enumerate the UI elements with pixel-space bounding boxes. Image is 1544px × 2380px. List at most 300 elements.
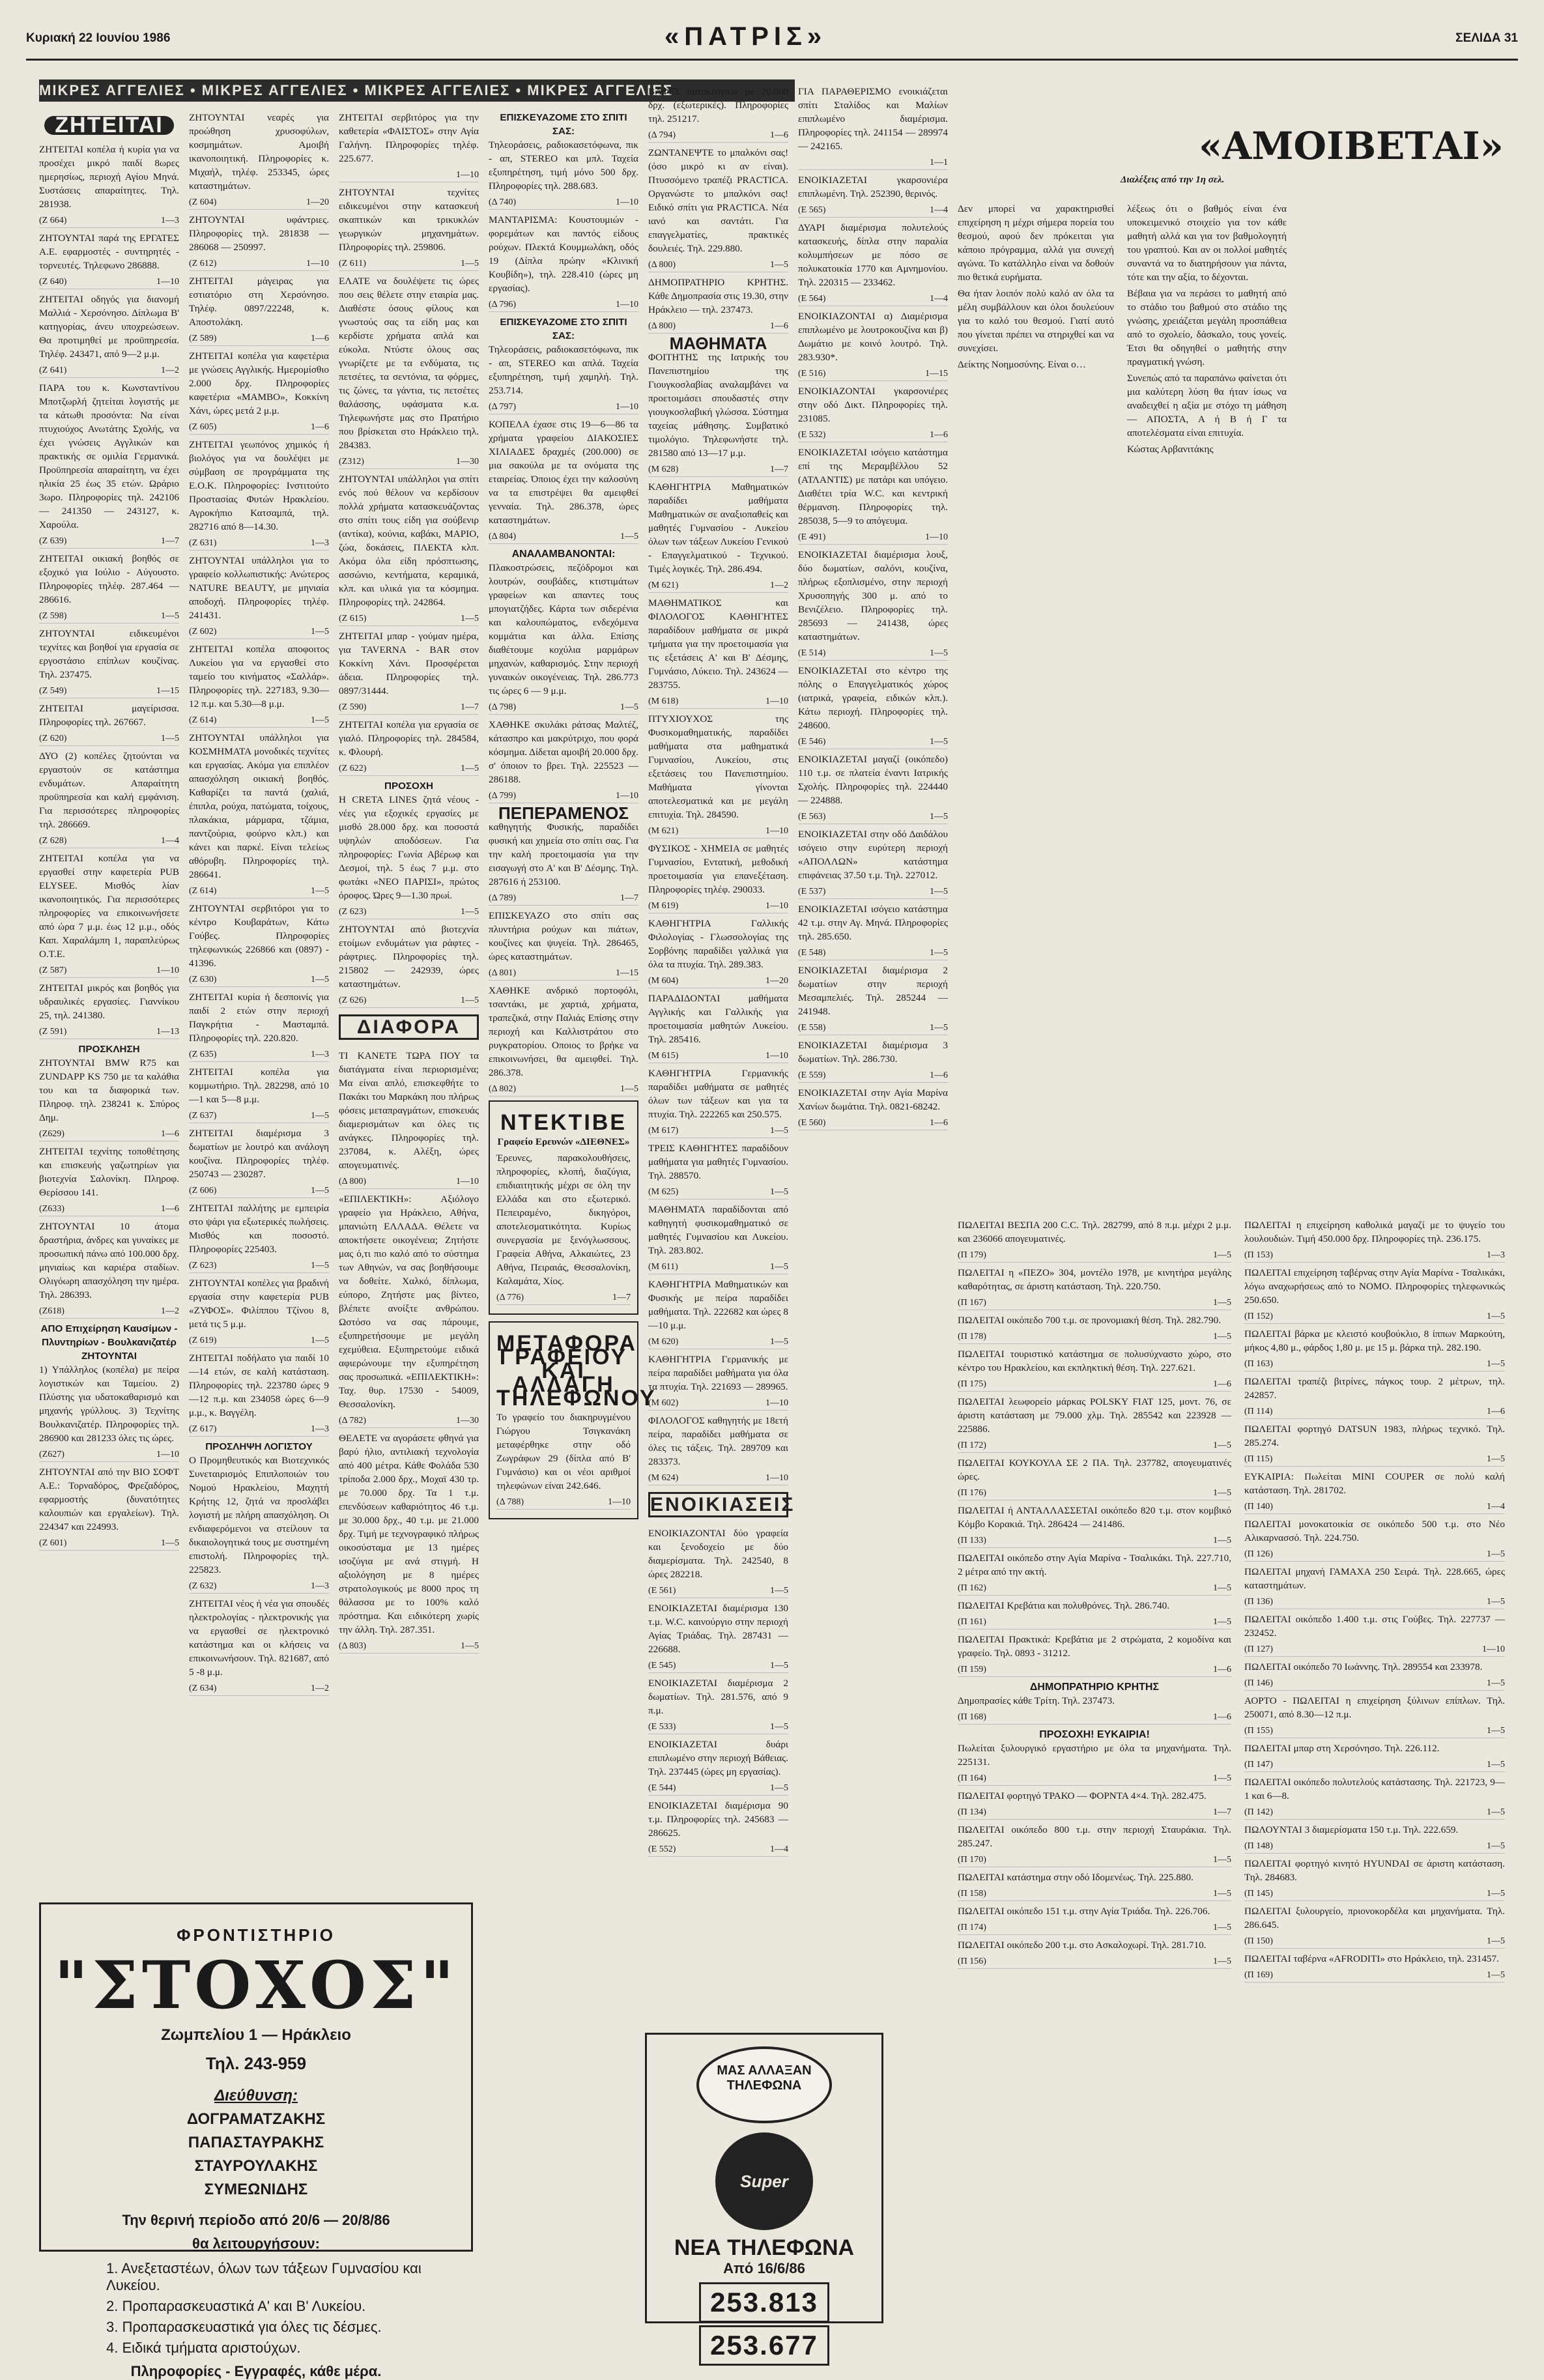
ad-text: «ΕΠΙΛΕΚΤΙΚΗ»: Αξιόλογο γραφείο για Ηράκλειο, Αθήνα, μπανιώτη ΕΛΛΑΔΑ. Θέλετε να αποκτήσετε οικογένεια; Ζητήστε μας ό,τι πιο καλό από το σύστημα των Αθηνών, να σας βοηθήσουμε να δοθείτε. Χαλκό, δίπλωμα, εύπορο, Ζητήστε μας βίντεο, βλέπετε ανοίξτε ανθρώπου. Ωστόσο να σας πάρουμε, εξυπηρετήσουμε με μεγάλη εχεμύθεια. Εξυπηρετούμε ειδικά αφιερώνουμε την εξυπηρέτηση σας προσωπικά. «ΕΠΙΛΕΚΤΙΚΗ»: Ταχ. θυρ. 17530 - 54009, Θεσσαλονίκη.: [339, 1194, 479, 1410]
ad-days: 1—6: [161, 1204, 179, 1214]
classified-ad: [648, 1353, 788, 1411]
ad-code: (Π 152): [1244, 1312, 1273, 1321]
ad-subheading: ΜΑΘΗΜΑΤΑ: [669, 334, 767, 353]
ad-days: 1—5: [1213, 1889, 1231, 1899]
ad-days: 1—6: [1213, 1712, 1231, 1722]
ad-code-line: [189, 625, 329, 639]
ad-days: 1—5: [930, 737, 948, 747]
ad-code: (Ζ 590): [339, 702, 367, 712]
ad-days: 1—5: [311, 1186, 329, 1196]
ad-text: Ο Προμηθευτικός και Βιοτεχνικός Συνεταιρισμός Επιπλοποιών του Νομού Ηρακλείου, Μαχητή Κρήτης 12, ζητά να προσλάβει λογιστή με πλήρη απασχόληση. Οι ενδιαφερόμενοι να στείλουν τα δικαιολογητικά τους με συστημένη επιστολή. Πληροφορίες τηλ. 225823.: [189, 1455, 329, 1575]
ad-code: (Π 178): [958, 1332, 986, 1341]
ad-days: 1—5: [620, 532, 638, 541]
ad-days: 1—2: [161, 366, 179, 375]
ad-code-line: [648, 463, 788, 477]
classified-ad: [648, 1601, 788, 1673]
ad-days: 1—2: [311, 1684, 329, 1693]
ad-code-line: [648, 1396, 788, 1411]
classified-ad: [958, 1680, 1231, 1725]
classified-ad: [1127, 287, 1287, 369]
director-name: ΣΥΜΕΩΝΙΔΗΣ: [204, 2181, 308, 2198]
ad-days: 1—4: [770, 1844, 788, 1854]
ad-days: 1—5: [1487, 1678, 1505, 1688]
super-bazaar-logo: Super: [715, 2132, 813, 2230]
ad-code-line: [339, 455, 479, 469]
ad-code-line: [958, 1581, 1231, 1596]
ad-days: 1—4: [1487, 1502, 1505, 1512]
ad-code-line: [648, 1659, 788, 1673]
ad-code-line: [1244, 1839, 1505, 1854]
ad-code-line: [189, 536, 329, 551]
ad-code: (Μ 625): [648, 1187, 679, 1197]
ad-days: 1—15: [616, 968, 638, 978]
ad-code: (Ζ 614): [189, 715, 217, 725]
ad-code: (Ε 546): [798, 737, 826, 747]
ad-code: (Π 133): [958, 1536, 986, 1545]
classified-ad: [189, 438, 329, 551]
ad-text: ΖΗΤΕΙΤΑΙ παλλήτης με εμπειρία στο ψάρι για εξωτερικές πωλήσεις. Μισθός και ποσοστό. Πληροφορίες 225403.: [189, 1203, 329, 1255]
ad-days: 1—30: [456, 1416, 479, 1426]
ad-code: (Ζ 626): [339, 996, 367, 1005]
ad-text: ΕΝΟΙΚΙΑΖΕΤΑΙ ισόγειο κατάστημα 42 τ.μ. στην Αγ. Μηνά. Πληροφορίες τηλ. 285.650.: [798, 904, 948, 942]
ad-text: ΖΗΤΕΙΤΑΙ οικιακή βοηθός σε εξοχικό για Ιούλιο - Αύγουστο. Πληροφορίες τηλέφ. 287.464 — 286616.: [39, 553, 179, 605]
ad-days: 1—5: [1213, 1923, 1231, 1932]
ad-code-line: [39, 1202, 179, 1216]
ad-text: ΠΩΛΕΙΤΑΙ οικόπεδο 700 τ.μ. σε προνομιακή θέση. Τηλ. 282.790.: [958, 1315, 1221, 1326]
ad-text: ΖΗΤΕΙΤΑΙ τεχνίτης τοποθέτησης και επισκευής γαζωτηρίων για βιοτεχνία Σαλονίκη. Πληροφ. Θερίσσου 141.: [39, 1146, 179, 1198]
ad-text: Τηλεοράσεις, ραδιοκασετόφωνα, πικ - απ, STEREO και απλά. Ταχεία εξυπηρέτηση, τιμή χαμηλή. Τηλ. 253.714.: [489, 344, 638, 396]
ad-code-line: [39, 1536, 179, 1551]
ad-text: ΦΥΣΙΚΟΣ - ΧΗΜΕΙΑ σε μαθητές Γυμνασίου, Εντατική, μεθοδική προετοιμασία για επανεξέταση. Πληροφορίες τηλέφ. 290033.: [648, 843, 788, 895]
ad-code-line: [958, 1805, 1231, 1820]
classified-ad: [39, 1042, 179, 1141]
ad-code: (Μ 618): [648, 696, 679, 706]
ad-code: (Ζ 632): [189, 1581, 217, 1591]
ad-days: 1—7: [161, 536, 179, 546]
ad-code: (Ζ 619): [189, 1336, 217, 1345]
ad-days: 1—5: [770, 1187, 788, 1197]
header-page-number: ΣΕΛΙΔΑ 31: [1455, 31, 1518, 45]
ad-text: ΕΛΑΤΕ να δουλέψετε τις ώρες που σεις θέλετε στην εταιρία μας. Διαθέστε όσους φίλους και γνωστούς σας τα είδη μας και κερδίστε χρήματα απλά και εύκολα. Ντύστε όλους σας γνωρίζετε με τα ενδύματα, τις πετσέτες, τα σεντόνια, τα φόρμες, τις ζώνες, τα γάντια, τις πετσέτες θαλάσσης, υφάσματα κ.α. Τηλεφωνήστε μας στο Πρατήριο που βρίσκεται στο Ηράκλειο τηλ. 284383.: [339, 276, 479, 451]
ad-code-line: [648, 1842, 788, 1857]
ad-code-line: [39, 534, 179, 549]
ad-code: (Π 172): [958, 1441, 986, 1450]
ad-code: (Ζ 611): [339, 259, 366, 268]
ad-code-line: [958, 1887, 1231, 1901]
classified-ad: [489, 111, 638, 210]
classified-ad: [39, 381, 179, 549]
ad-text: ΠΩΛΕΙΤΑΙ επιχείρηση ταβέρνας στην Αγία Μαρίνα - Τσαλικάκι, λόγω αναχωρήσεως από το ΝΟΜΟ. Πληροφορίες τηλεφωνικώς 250.650.: [1244, 1267, 1505, 1306]
classified-ad: [798, 309, 948, 381]
ad-code: (Π 175): [958, 1379, 986, 1389]
ad-code-line: [189, 1682, 329, 1696]
ad-text: ΠΩΛΕΙΤΑΙ βάρκα με κλειστό κουβούκλιο, 8 ίππων Μαρκούτη, μήκος 4,80 μ., φάρδος 1,80 μ. με 15 μ. βάρκα τηλ. 282.190.: [1244, 1328, 1505, 1353]
ad-code: (Ζ 605): [189, 422, 217, 432]
ad-days: 1—5: [1487, 1359, 1505, 1369]
ad-code-line: [1244, 1310, 1505, 1324]
ad-text: ΖΗΤΕΙΤΑΙ κοπέλα για να εργασθεί στην καφετερία PUB ELYSEE. Μισθός λίαν ικανοποιητικός. Για περισσότερες πληροφορίες να επικοινωνήσετε από ώρα 7 μ.μ. έως 12 μ.μ., οδός Καπ. Χαραλάμπη 1, παραπλεύρως Ο.Τ.Ε.: [39, 853, 179, 960]
classified-ad: [648, 334, 788, 353]
ad-text: ΖΗΤΕΙΤΑΙ νέος ή νέα για σπουδές ηλεκτρολογίας - ηλεκτρονικής για να εργασθεί σε ηλεκτρονικό κατάστημα και οι κλήσεις να επικοινωνήσουν. Τηλ. 821687, από 5 -8 μ.μ.: [189, 1598, 329, 1678]
classified-ad: [1244, 1218, 1505, 1263]
ad-text: ΖΗΤΕΙΤΑΙ κοπέλα για κομμωτήριο. Τηλ. 282298, από 10—1 και 5—8 μ.μ.: [189, 1067, 329, 1105]
ad-days: 1—5: [930, 948, 948, 958]
ad-code: (Π 158): [958, 1889, 986, 1899]
ad-code-line: [798, 530, 948, 545]
classified-ad: [489, 1321, 657, 1519]
ad-days: 1—7: [770, 465, 788, 474]
ad-text: ΠΩΛΕΙΤΑΙ ταβέρνα «AFRODITI» στο Ηράκλειο, τηλ. 231457.: [1244, 1953, 1499, 1964]
ad-code: (Π 164): [958, 1773, 986, 1783]
ad-subheading: ΔΗΜΟΠΡΑΤΗΡΙΟ ΚΡΗΤΗΣ: [1029, 1682, 1160, 1693]
ad-code: (Ε 563): [798, 812, 826, 822]
classified-ad: [648, 712, 788, 839]
ad-code-line: [189, 1184, 329, 1198]
ad-code: (Δ 803): [339, 1641, 367, 1651]
ad-text: ΜΑΝΤΑΡΙΣΜΑ: Κουστουμιών - φορεμάτων και παντός είδους ρούχων. Πλεκτά Κουμμωλάκη, οδός 19 (Δίπλα πρώην «Κλινική Κουβίδη»), τηλ. 228.410 (ώρες μη εργασίας).: [489, 214, 638, 294]
classified-ad: [958, 1789, 1231, 1820]
ad-code: (Ζ627): [39, 1450, 64, 1459]
classified-ad: [1244, 1775, 1505, 1820]
classified-ad: [648, 1799, 788, 1857]
ad-days: 1—10: [616, 197, 638, 207]
ad-code: (Δ 776): [496, 1293, 524, 1302]
column-4: [489, 111, 657, 2020]
ad-code: (Ζ 612): [189, 259, 217, 268]
classified-ad: [189, 1201, 329, 1273]
ad-days: 1—6: [1487, 1407, 1505, 1416]
ad-code-line: [958, 1439, 1231, 1453]
classified-ad: [189, 642, 329, 728]
ad-text: ΤΙ ΚΑΝΕΤΕ ΤΩΡΑ ΠΟΥ τα διατάγματα είναι περιορισμένα; Μα είναι απλό, επισκεφθήτε το Πακάκι του Μαρκάκη που πλήρως φόσεις μεταπραγμάτων, επισκευάς διαμερισμάτων και όλες τις ανάγκες. Πληροφορίες τηλ. 237084, κ. Αλέξη, ώρες απογευματινές.: [339, 1050, 479, 1171]
classified-ad: [189, 111, 329, 210]
ad-text: Τηλεοράσεις, ραδιοκασετόφωνα, πικ - απ, STEREO και μπλ. Ταχεία εξυπηρέτηση, τιμή μόνο 500 δρχ. Πληροφορίες τηλ. 288.683.: [489, 139, 638, 192]
classified-ad: [798, 173, 948, 218]
ad-code-line: [189, 1422, 329, 1437]
ad-text: ΖΗΤΟΥΝΤΑΙ σερβιτόροι για το κέντρο Κουβαράτων, Κάτω Γούβες. Πληροφορίες τηλεφωνικώς 226866 και (0897) - 41396.: [189, 903, 329, 969]
classified-ad: [958, 1633, 1231, 1677]
classified-ad: [1127, 442, 1287, 456]
ad-code-line: [189, 1259, 329, 1273]
ad-code-line: [1244, 1357, 1505, 1371]
ad-days: 1—5: [161, 734, 179, 743]
ad-code-line: [648, 1185, 788, 1199]
ad-days: 1—5: [930, 648, 948, 658]
ad-text: ΠΩΛΕΙΤΑΙ μηχανή ΓΑΜΑΧΑ 250 Σειρά. Τηλ. 228.665, ώρες καταστημάτων.: [1244, 1566, 1505, 1591]
classified-ad: [189, 213, 329, 271]
ad-code-line: [189, 1579, 329, 1594]
amoibetai-headline: «ΑΜΟΙΒΕΤΑΙ»: [1199, 124, 1504, 168]
ad-code-line: [1244, 1724, 1505, 1738]
ad-code: (Ζ 635): [189, 1050, 217, 1059]
ad-code-line: [489, 700, 638, 715]
classified-ad: [958, 287, 1114, 355]
classified-ad: [39, 293, 179, 378]
ad-code: (Δ 801): [489, 968, 517, 978]
ad-code-line: [648, 579, 788, 593]
ad-text: ΠΩΛΕΙΤΑΙ οικόπεδο 800 τ.μ. στην περιοχή Σταυράκια. Τηλ. 285.247.: [958, 1824, 1231, 1849]
ad-code: (Ζ312): [339, 457, 364, 466]
classified-ad: [1244, 1266, 1505, 1324]
classified-ad: [958, 202, 1114, 284]
ad-code-line: [648, 899, 788, 913]
ad-text: ΖΗΤΕΙΤΑΙ κοπέλα αποφοιτος Λυκείου για να εργασθεί στο ταμείο του κινήματος «Σαλλάρ». Πληροφορίες τηλ. 227183, 9.30—12 π.μ. και 5.30—8 μ.μ.: [189, 644, 329, 710]
ad-days: 1—7: [612, 1293, 631, 1302]
ad-box-title: ΜΕΤΑΦΟΡΑ ΓΡΑΦΕΙΟΥ ΚΑΙ ΑΛΛΑΓΗ ΤΗΛΕΦΩΝΟΥ: [496, 1331, 657, 1411]
classified-ad: [798, 902, 948, 960]
classified-ad: [958, 1504, 1231, 1548]
ad-heading: ΕΠΙΣΚΕΥΑΖΟΜΕ ΣΤΟ ΣΠΙΤΙ ΣΑΣ:: [500, 317, 627, 341]
ad-code-line: [798, 292, 948, 306]
ad-code: (Ζ 614): [189, 886, 217, 896]
ad-subheading: ΠΡΟΣΟΧΗ! ΕΥΚΑΙΡΙΑ!: [1039, 1729, 1150, 1740]
ad-text: ΧΑΘΗΚΕ σκυλάκι ράτσας Μαλτέζ, κάτασπρο και μακρύτριχο, που φορά κόσμημα. Δίδεται αμοιβή 20.000 δρχ. σ' όποιον το βρει. Τηλ. 225523 — 286188.: [489, 719, 638, 785]
classified-ad: [189, 990, 329, 1062]
ad-code: (Π 159): [958, 1665, 986, 1674]
ad-code: (Δ 804): [489, 532, 517, 541]
ad-code-line: [1244, 1887, 1505, 1901]
frontisterio-name: "ΣΤΟΧΟΣ": [54, 1947, 458, 2024]
ad-code-line: [798, 156, 948, 170]
ad-code: (Ζ 589): [189, 334, 217, 343]
ad-code: (Π 179): [958, 1250, 986, 1260]
ad-days: 1—10: [765, 696, 788, 706]
ad-text: ΒΑΦΕΣ αυτοκινήτων με 20.000 δρχ. (εξωτερικές). Πληροφορίες τηλ. 251217.: [648, 86, 788, 124]
ad-code-line: [648, 1124, 788, 1138]
classified-ad: [798, 384, 948, 442]
ad-code-line: [958, 1248, 1231, 1263]
classified-ad: [489, 418, 638, 544]
ad-code-line: [1244, 1676, 1505, 1691]
classified-ad: [39, 1220, 179, 1319]
ad-code-line: [798, 885, 948, 899]
ad-code-line: [1244, 1934, 1505, 1949]
ad-code-line: [39, 609, 179, 624]
classified-ad: [648, 917, 788, 988]
ad-text: ΔΗΜΟΠΡΑΤΗΡΙΟ ΚΡΗΤΗΣ. Κάθε Δημοπρασία στις 19.30, στην Ηράκλειο — τηλ. 237473.: [648, 277, 788, 315]
ad-days: 1—7: [1213, 1807, 1231, 1817]
ad-code-line: [489, 298, 638, 312]
ad-days: 1—6: [930, 430, 948, 440]
classified-ad: [489, 803, 638, 906]
ad-code: (Π 127): [1244, 1644, 1273, 1654]
ad-code-line: [798, 735, 948, 749]
ad-code-line: [798, 1068, 948, 1083]
ad-code: (Π 162): [958, 1583, 986, 1593]
classified-ad: [1127, 202, 1287, 284]
ad-days: 1—5: [1213, 1488, 1231, 1498]
ad-code: (Π 170): [958, 1855, 986, 1865]
ad-text: ΖΗΤΟΥΝΤΑΙ κοπέλες για βραδινή εργασία στην καφετερία PUB «ΖΥΦΟΣ». Φιλίππου Τζίνου 8, μετά τις 5 μ.μ.: [189, 1278, 329, 1330]
ad-code: (Π 174): [958, 1923, 986, 1932]
ad-days: 1—7: [461, 702, 479, 712]
ad-text: ΖΗΤΟΥΝΤΑΙ υπάλληλοι για σπίτι ενός πού θέλουν να κερδίσουν πολλά χρήματα κατασκευάζοντας στο σπίτι τους είδη για σούβενιρ (αντίκα), κούνια, καβάκι, MAPIO, ζώα, δοκάσεις, ΠΛΕΚΤΑ κλπ. Ακόμα όλα είδη πρόσπτωσης, ασσώνιο, κεντήματα, κεραμικά, κλπ. και υλικά για τα κόσμημα. Πληροφορίες τηλ. 242864.: [339, 474, 479, 608]
classified-ad: [648, 1141, 788, 1199]
ad-days: 1—4: [161, 836, 179, 846]
ad-days: 1—5: [161, 611, 179, 621]
ad-code-line: [798, 367, 948, 381]
ad-code-line: [1244, 1595, 1505, 1609]
ad-text: ΠΩΛΕΙΤΑΙ ΒΕΣΠΑ 200 C.C. Τηλ. 282799, από 8 π.μ. μέχρι 2 μ.μ. και 236066 απογευματινές.: [958, 1220, 1231, 1244]
ad-text: Πλακοστρώσεις, πεζόδρομοι και λουτρών, σουβάδες, κτιστιμάτων γραφείων και απαντες τους μπογιατζήδες. Κάρτα των σιδερένια και καλουπώματος, ενδεχόμενα κομμάτια και άλλα. Επίσης διαθέτουμε κοχύλια μαρμάρων μηχανών, καθαρισμός. Στην περιοχή γυναικών οικογένειας. Τηλ. 286.773 τις ώρες 6 — 9 μ.μ.: [489, 562, 638, 696]
ad-code: (Ε 533): [648, 1722, 676, 1732]
classified-ad: [39, 552, 179, 624]
ad-code-line: [189, 257, 329, 271]
classified-ad: [958, 1313, 1231, 1344]
classified-ad: [39, 852, 179, 978]
ad-code: (Μ 617): [648, 1126, 679, 1136]
ad-text: ΘΕΛΕΤΕ να αγοράσετε φθηνά για βαρύ ήλιο, αντιλιακή τεχνολογία από 400 μέτρα. Κάθε Φολάδα 530 τρίποδα 2.000 δρχ., Μοχαϊ 430 τρ. με 70.000 δρχ. Τα 1 τ.μ. επενδύσεων καθαριότητος 46 τ.μ. με 30.000 δρχ., 40 τ.μ. με 21.000 δρχ. Τιμή με τεχνογραφικό πλήρως οικοσύσταμα με 13 ημέρες ισοζύγια με ανά στιγμή. Η αξιολόγηση με 8 ημέρες στρατολογικούς με 8000 προς τη θάλασσα με το 100% καλό πρόστημα. Και ειδικότερη χωρίς την άλλη. Τηλ. 287.351.: [339, 1433, 479, 1635]
ad-days: 1—10: [616, 791, 638, 801]
ad-days: 1—5: [1487, 1312, 1505, 1321]
bubble-text: ΜΑΣ ΑΛΛΑΞΑΝ ΤΗΛΕΦΩΝΑ: [717, 2063, 812, 2093]
ad-text: ΠΩΛΕΙΤΑΙ φορτηγό κινητό HYUNDAI σε άριστη κατάσταση. Τηλ. 284683.: [1244, 1858, 1505, 1883]
ad-code-line: [39, 684, 179, 698]
ad-text: ΖΗΤΟΥΝΤΑΙ από βιοτεχνία ετοίμων ενδυμάτων για ράφτες - ράφτριες. Πληροφορίες τηλ. 215802 — 242939, ώρες καταστημάτων.: [339, 924, 479, 990]
ad-code-line: [1244, 1248, 1505, 1263]
ad-days: 1—6: [1213, 1665, 1231, 1674]
ad-days: 1—5: [1487, 1807, 1505, 1817]
ad-code: (Ε 545): [648, 1661, 676, 1670]
ad-code-line: [798, 946, 948, 960]
ad-days: 1—10: [925, 532, 948, 542]
ad-code: (Ζ 634): [189, 1684, 217, 1693]
ad-code: (Δ 800): [648, 260, 676, 270]
ad-code-line: [339, 905, 479, 919]
ad-days: 1—10: [456, 170, 479, 180]
ad-text: ΜΑΘΗΜΑΤΙΚΟΣ και ΦΙΛΟΛΟΓΟΣ ΚΑΘΗΓΗΤΕΣ παραδίδουν μαθήματα σε μικρά τμήματα για την προετοιμασία για τις εξετάσεις Α' και Β' Δέσμης, Γυμνάσιο, Λύκειο. Τηλ. 243624 — 283755.: [648, 597, 788, 691]
ad-code: (Ζ 587): [39, 966, 67, 975]
ad-code: (Ε 514): [798, 648, 826, 658]
classified-ad: [958, 1728, 1231, 1786]
ad-days: 1—5: [1213, 1332, 1231, 1341]
ad-days: 1—5: [461, 996, 479, 1005]
ad-text: ΖΗΤΕΙΤΑΙ ποδήλατο για παιδί 10—14 ετών, σε καλή κατάσταση. Πληροφορίες τηλ. 223780 ώρες 9—12 π.μ. και 234058 ώρες 6—9 μ.μ., κ. Βαγγέλη.: [189, 1353, 329, 1418]
ad-code: (Ζ 615): [339, 614, 367, 624]
ad-code: (Π 169): [1244, 1970, 1273, 1980]
ad-days: 1—5: [1487, 1841, 1505, 1851]
ad-text: Έρευνες, παρακολουθήσεις, πληροφορίες, κλοπή, διαζύγια, επιδιαιτητικής μέχρι σε όλη την Ελλάδα και στο εξωτερικό. Πεπειραμένο, δικηγόροι, αποτελεσματικότητα. Κυρίως συνεργασία με ξενόγλωσσους. Γραφεία Αθήνα, Αλκαιώτες, 23 Αθήνα, Πειραιάς, Θεσσαλονίκη, Καλαμάτα, Χίος.: [496, 1153, 631, 1287]
classified-ad: [339, 923, 479, 1008]
ad-days: 1—10: [765, 826, 788, 836]
ad-code: (Μ 604): [648, 976, 679, 986]
ad-code: (Π 134): [958, 1807, 986, 1817]
classified-ad: [648, 1738, 788, 1796]
column-3: [339, 111, 479, 2020]
ad-text: ΖΗΤΕΙΤΑΙ κοπέλα για καφετέρια με γνώσεις Αγγλικής. Ημερομίσθιο 2.000 δρχ. Πληροφορίες καφετέρια «ΜΑΜΒΟ», Κοκκίνη Χάνι, ώρες μετά 2 μ.μ.: [189, 351, 329, 416]
ad-text: ΕΝΟΙΚΙΑΖΕΤΑΙ διαμέρισμα 2 δωματίων. Τηλ. 281.576, από 9 π.μ.: [648, 1678, 788, 1716]
ad-days: 1—5: [1487, 1889, 1505, 1899]
ad-days: 1—5: [1487, 1760, 1505, 1770]
classified-ad: [1244, 1375, 1505, 1419]
ad-code-line: [189, 1334, 329, 1348]
classified-ad: [958, 1823, 1231, 1867]
classified-ad: [189, 1126, 329, 1198]
classified-ad: [798, 827, 948, 899]
column-6: [798, 85, 948, 1974]
ad-code: (Π 115): [1244, 1454, 1273, 1464]
ad-code: (Δ 788): [496, 1497, 524, 1507]
ad-code-line: [798, 646, 948, 661]
ad-days: 1—10: [765, 1473, 788, 1483]
ad-code-line: [648, 128, 788, 143]
classified-ad: [958, 1904, 1231, 1935]
ad-code: (Π 136): [1244, 1597, 1273, 1607]
ad-text: ΖΗΤΕΙΤΑΙ διαμέρισμα 3 δωματίων με λουτρό και ανάλογη κουζίνα. Πληροφορίες τηλέφ. 250743 — 230287.: [189, 1128, 329, 1180]
ad-text: ΖΗΤΕΙΤΑΙ μάγειρας για εστιατόριο στη Χερσόνησο. Τηλέφ. 0897/22248, κ. Αποστολάκη.: [189, 276, 329, 328]
ad-days: 1—6: [311, 334, 329, 343]
phone-number: 253.677: [699, 2325, 829, 2366]
classified-ad: [39, 749, 179, 848]
ad-code-line: [1244, 1500, 1505, 1514]
program-item: 2. Προπαρασκευαστικά Α' και Β' Λυκείου.: [106, 2298, 366, 2314]
ad-code: (Δ 802): [489, 1084, 517, 1094]
ad-days: 1—6: [770, 321, 788, 331]
ad-text: Η CRETA LINES ζητά νέους - νέες για εξοχικές εργασίες με μισθό 28.000 δρχ. και ποσοστά υψηλών αποδόσεων. Για πληροφορίες: Γωνία Αβέρωφ και Δεσμοί, τηλ. 5 έως 7 μ.μ. στο φωτάκι «ΝΕΟ ΠΑΡΙΣΙ», πρώτος όροφος. Ώρες 9—1.30 πρωί.: [339, 794, 479, 901]
ad-days: 1—5: [461, 259, 479, 268]
classified-ad: [798, 221, 948, 306]
classified-ad: [648, 85, 788, 143]
ad-code-line: [189, 1048, 329, 1062]
ad-code-line: [648, 1781, 788, 1796]
ad-code: (Ε 552): [648, 1844, 676, 1854]
ad-text: Θα ήταν λοιπόν πολύ καλό αν όλα τα μέλη συμβάλλουν και όλοι δουλεύουν για το καλό του θεσμού. Γιατί αυτό που γίνεται πρέπει να στηριχθεί και να συνεχίσει.: [958, 288, 1114, 354]
classified-ad: [489, 1100, 638, 1315]
ad-text: ΚΑΘΗΓΗΤΡΙΑ Μαθηματικών παραδίδει μαθήματα Μαθηματικών σε αναξιοπαθείς και μαθητές Γυμνασίου - Λυκείου όλων των τάξεων Λυκείου Γενικού - Επαγγελματικού - Τεχνικού. Τιμές λογικές. Τηλ. 286.494.: [648, 481, 788, 575]
ad-days: 1—5: [1213, 1855, 1231, 1865]
ad-text: ΕΝΟΙΚΙΑΖΕΤΑΙ διαμέρισμα 2 δωματίων στην περιοχή Μεσαμπελιές. Τηλ. 285244 — 241948.: [798, 965, 948, 1017]
classified-ad: [39, 981, 179, 1039]
ad-days: 1—5: [620, 1084, 638, 1094]
ad-text: ΕΠΙΣΚΕΥΑΖΟ στο σπίτι σας πλυντήρια ρούχων και πιάτων, κουζίνες και ψυγεία. Τηλ. 286465, ώρες καταστημάτων.: [489, 910, 638, 962]
ad-days: 1—5: [311, 1336, 329, 1345]
classified-ad: [1244, 1742, 1505, 1772]
classified-ad: [39, 627, 179, 698]
ad-text: ΕΝΟΙΚΙΑΖΟΝΤΑΙ δύο γραφεία και ξενοδοχείο με δύο διαμερίσματα. Τηλ. 242540, 8 ώρες 282218.: [648, 1528, 788, 1580]
ad-days: 1—6: [930, 1118, 948, 1128]
ad-text: ΠΩΛΕΙΤΑΙ τραπέζι βιτρίνες, πάγκος τουρ. 2 μέτρων, τηλ. 242857.: [1244, 1376, 1505, 1401]
ad-text: Συνεπώς από τα παραπάνω φαίνεται ότι μια καλύτερη λύση θα ήταν ίσως να αναδειχθεί η αξία με στόχο τη μάθηση — ΑΠΟΣΤΑ, Α ή Β ή Γ τα αποτελέσματα είναι επιτυχία.: [1127, 373, 1287, 438]
ad-heading: ΠΡΟΣΛΗΨΗ ΛΟΓΙΣΤΟΥ: [205, 1441, 313, 1452]
ad-code-line: [39, 275, 179, 289]
ad-text: ΚΑΘΗΓΗΤΡΙΑ Μαθηματικών και Φυσικής με πείρα παραδίδει μαθήματα. Τηλ. 222682 και ώρες 8—10 μ.μ.: [648, 1279, 788, 1331]
ad-text: ΠΩΛΕΙΤΑΙ φορτηγό ΤΡΑΚΟ — ΦΟΡΝΤΑ 4×4. Τηλ. 282.475.: [958, 1790, 1207, 1801]
classified-ad: [1244, 1660, 1505, 1691]
ad-code: (Δ 800): [339, 1177, 367, 1186]
classified-ad: [189, 1351, 329, 1437]
ad-code: (Π 150): [1244, 1936, 1273, 1946]
ad-code-line: [39, 834, 179, 848]
ad-text: ΠΩΛΕΙΤΑΙ μονοκατοικία σε οικόπεδο 500 τ.μ. στο Νέο Αλικαρνασσό. Τηλ. 224.750.: [1244, 1519, 1505, 1543]
ad-days: 1—6: [1213, 1379, 1231, 1389]
ad-code-line: [958, 1771, 1231, 1786]
ad-text: Δείκτης Νοημοσύνης. Είναι ο…: [958, 359, 1086, 370]
ad-code-line: [496, 1495, 631, 1510]
classified-ad: [648, 596, 788, 709]
classified-ad: [648, 1067, 788, 1138]
ad-code: (Ζ 630): [189, 975, 217, 984]
classified-ad: [489, 909, 638, 981]
ad-box-title: ΝΤΕΚΤΙΒΕ: [500, 1110, 627, 1135]
classified-ad: [958, 358, 1114, 371]
ad-text: Βέβαια για να περάσει το μαθητή από το στάδιο του βαθμού στο στάδιο της γνώσης, χρειάζεται μεγάλη προσπάθεια από το σχολείο, δάσκαλο, τους γονείς. Έτσι θα οδηγηθεί ο μαθητής στην πραγματική γνώση.: [1127, 288, 1287, 367]
classified-ad: [189, 349, 329, 435]
ad-code-line: [958, 1330, 1231, 1344]
ad-code: (Ζ 602): [189, 627, 217, 637]
ad-code: (Π 148): [1244, 1841, 1273, 1851]
ad-days: 1—5: [311, 627, 329, 637]
ad-code: (Ε 560): [798, 1118, 826, 1128]
